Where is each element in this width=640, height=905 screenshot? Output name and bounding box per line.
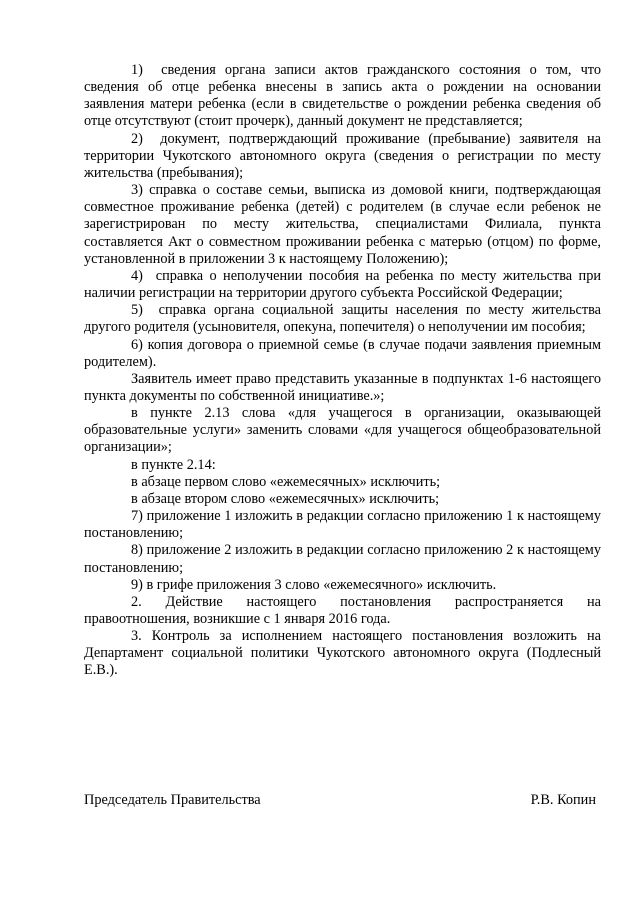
paragraph-item-8: 8) приложение 2 изложить в редакции согласно приложению 2 к настоящему постановлению; <box>84 542 605 576</box>
document-body <box>84 62 605 680</box>
paragraph-clause-2-13: в пункте 2.13 слова «для учащегося в организации, оказывающей образовательные услуги» заменить словами «для учащегося общеобразовательной организации»; <box>84 405 605 456</box>
paragraph-clause-2-14: в пункте 2.14: <box>131 456 216 473</box>
paragraph-item-1: 1) сведения органа записи актов гражданского состояния о том, что сведения об отце ребенка внесены в запись акта о рождении на основании заявления матери ребенка (если в свидетельстве о рождении ребенка сведения об отце отсутствуют (стоит прочерк), данный документ не представляется; <box>84 62 605 130</box>
paragraph-item-3: 3) справка о составе семьи, выписка из домовой книги, подтверждающая совместное проживание ребенка (детей) с родителем (в случае если ребенок не зарегистрирован по месту жительства, специалистами Филиала, пункта составляется Акт о совместном проживании ребенка с матерью (отцом) по форме, установленной в приложении 3 к настоящему Положению); <box>84 182 605 267</box>
signatory-name: Р.В. Копин <box>530 792 596 808</box>
signature-block <box>84 790 601 810</box>
paragraph-item-5: 5) справка органа социальной защиты населения по месту жительства другого родителя (усыновителя, опекуна, попечителя) о неполучении им пособия; <box>84 302 605 336</box>
paragraph-item-4: 4) справка о неполучении пособия на ребенка по месту жительства при наличии регистрации на территории другого субъекта Российской Федерации; <box>84 267 605 302</box>
paragraph-control: 3. Контроль за исполнением настоящего постановления возложить на Департамент социальной политики Чукотского автономного округа (Подлесный Е.В.). <box>84 628 605 679</box>
signatory-position: Председатель Правительства <box>84 792 261 808</box>
paragraph-item-6: 6) копия договора о приемной семье (в случае подачи заявления приемным родителем). <box>84 336 605 370</box>
paragraph-item-7: 7) приложение 1 изложить в редакции согласно приложению 1 к настоящему постановлению; <box>84 508 605 542</box>
paragraph-item-2: 2) документ, подтверждающий проживание (пребывание) заявителя на территории Чукотского автономного округа (сведения о регистрации по месту жительства (пребывания); <box>84 130 605 181</box>
paragraph-applicant-right: Заявитель имеет право представить указанные в подпунктах 1-6 настоящего пункта документы по собственной инициативе.»; <box>84 370 605 404</box>
paragraph-first-abzac: в абзаце первом слово «ежемесячных» исключить; <box>131 473 441 490</box>
paragraph-second-abzac: в абзаце втором слово «ежемесячных» исключить; <box>131 490 440 507</box>
paragraph-item-9: 9) в грифе приложения 3 слово «ежемесячного» исключить. <box>131 576 497 593</box>
paragraph-effective-date: 2. Действие настоящего постановления распространяется на правоотношения, возникшие с 1 января 2016 года. <box>84 593 605 627</box>
